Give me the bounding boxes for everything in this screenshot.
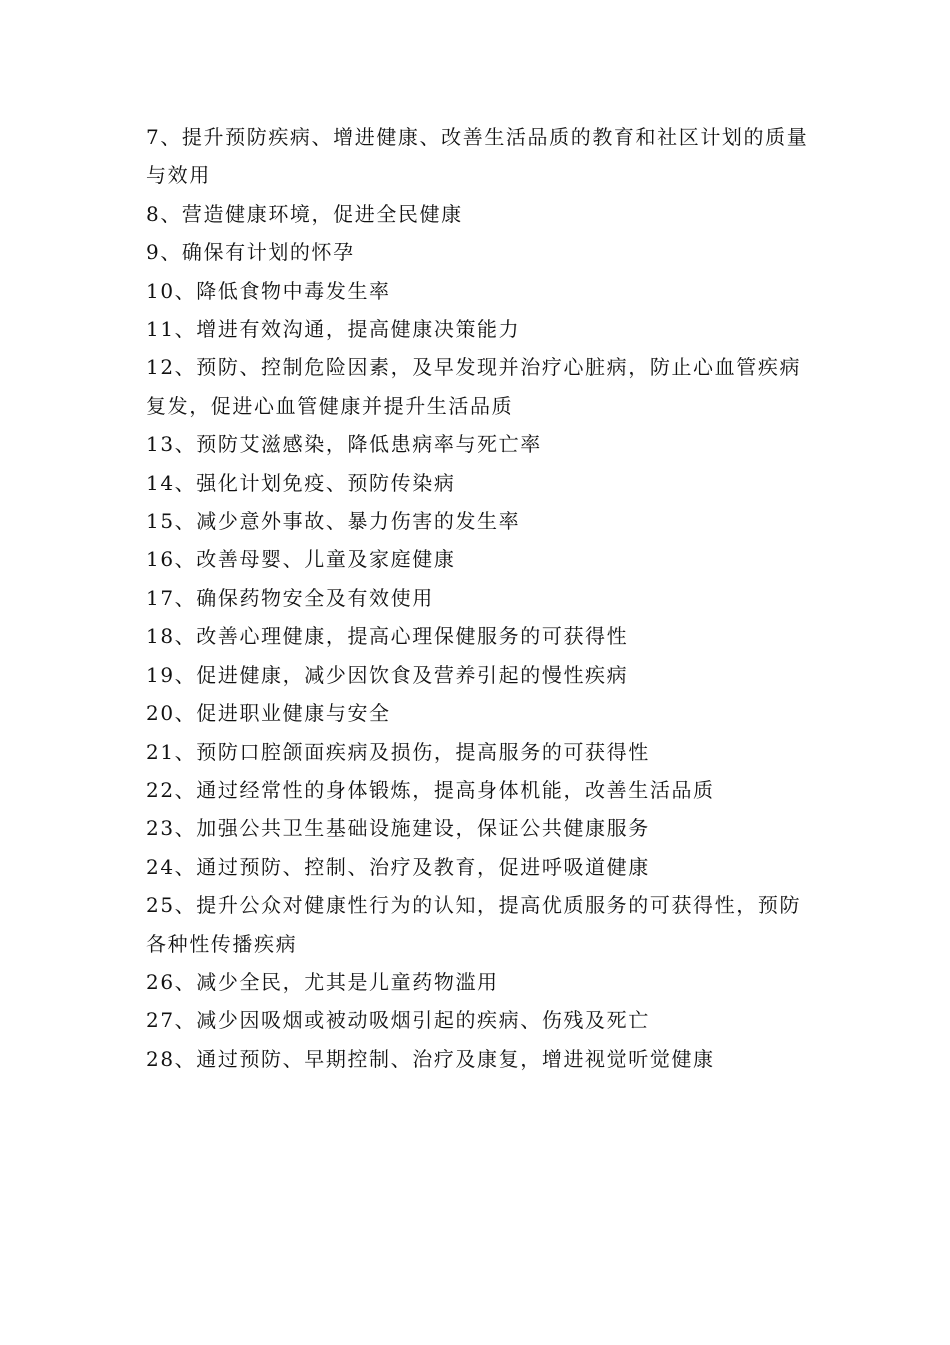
list-item: 19、促进健康，减少因饮食及营养引起的慢性疾病 [146, 662, 629, 687]
list-item: 18、改善心理健康，提高心理保健服务的可获得性 [146, 624, 629, 649]
list-item: 27、减少因吸烟或被动吸烟引起的疾病、伤残及死亡 [146, 1008, 650, 1033]
list-item: 24、通过预防、控制、治疗及教育，促进呼吸道健康 [146, 854, 650, 879]
list-item: 15、减少意外事故、暴力伤害的发生率 [146, 509, 521, 534]
goal-list [146, 118, 810, 1078]
list-item: 7、提升预防疾病、增进健康、改善生活品质的教育和社区计划的质量与效用 [146, 125, 809, 188]
list-item: 12、预防、控制危险因素，及早发现并治疗心脏病，防止心血管疾病复发，促进心血管健康并提升生活品质 [146, 355, 802, 418]
list-item: 28、通过预防、早期控制、治疗及康复，增进视觉听觉健康 [146, 1046, 715, 1071]
list-item: 10、降低食物中毒发生率 [146, 278, 391, 303]
list-item: 16、改善母婴、儿童及家庭健康 [146, 547, 456, 572]
list-item: 26、减少全民，尤其是儿童药物滥用 [146, 969, 499, 994]
list-item: 25、提升公众对健康性行为的认知，提高优质服务的可获得性，预防各种性传播疾病 [146, 893, 802, 956]
list-item: 13、预防艾滋感染，降低患病率与死亡率 [146, 432, 542, 457]
list-item: 20、促进职业健康与安全 [146, 701, 391, 726]
list-item: 14、强化计划免疫、预防传染病 [146, 470, 456, 495]
list-item: 21、预防口腔颌面疾病及损伤，提高服务的可获得性 [146, 739, 650, 764]
list-item: 8、营造健康环境，促进全民健康 [146, 201, 463, 226]
list-item: 23、加强公共卫生基础设施建设，保证公共健康服务 [146, 816, 650, 841]
list-item: 22、通过经常性的身体锻炼，提高身体机能，改善生活品质 [146, 777, 715, 802]
list-item: 11、增进有效沟通，提高健康决策能力 [146, 317, 521, 342]
list-item: 9、确保有计划的怀孕 [146, 240, 355, 265]
list-item: 17、确保药物安全及有效使用 [146, 585, 434, 610]
